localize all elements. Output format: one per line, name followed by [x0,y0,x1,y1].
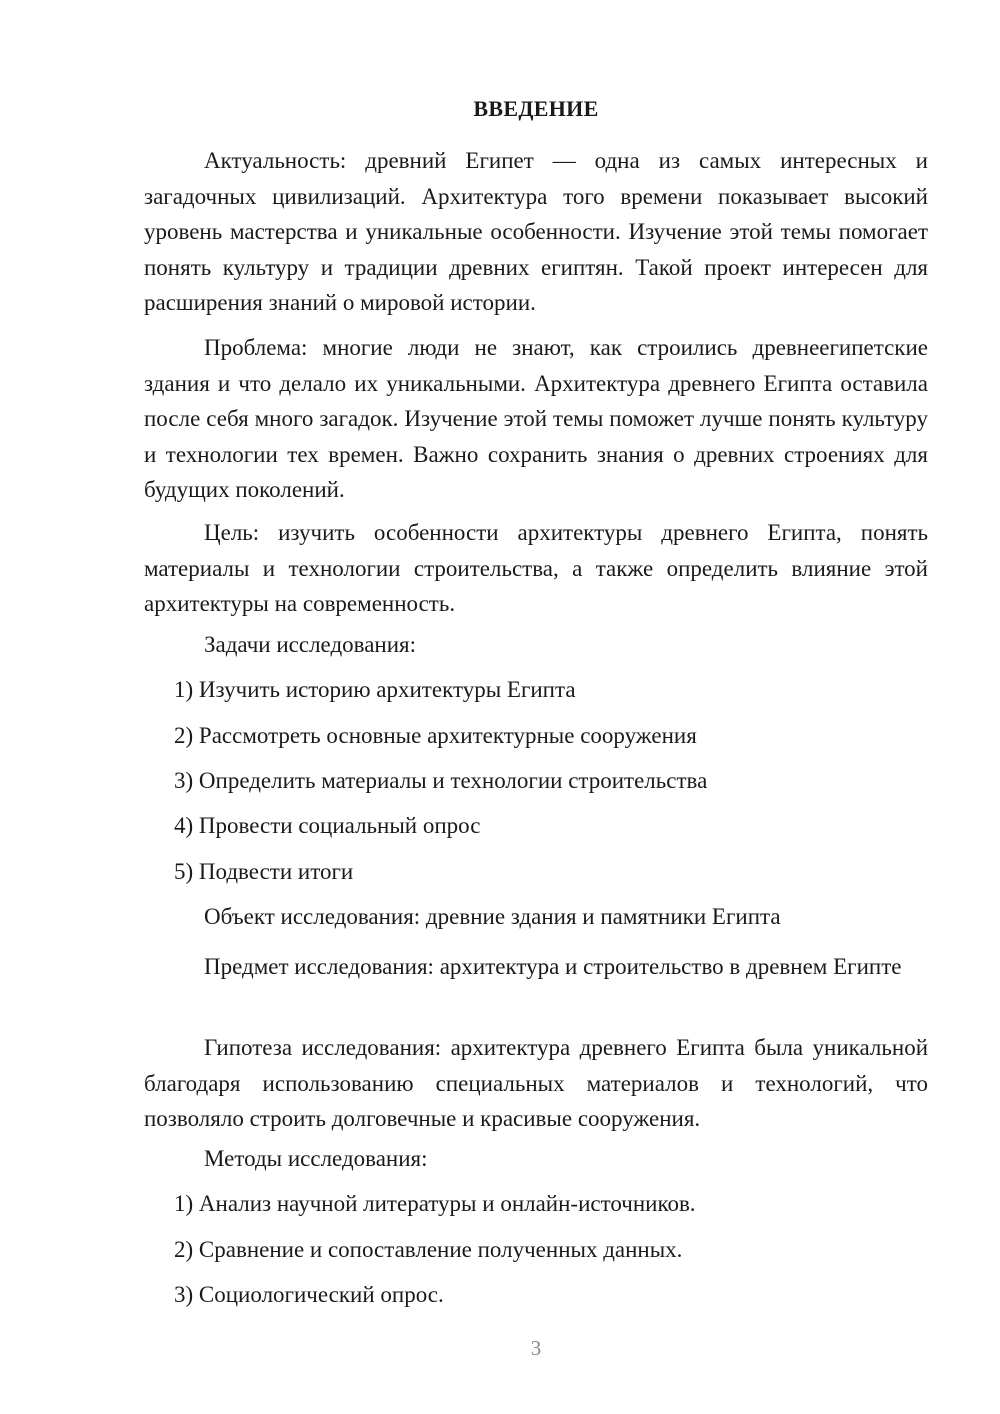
list-item: 4) Провести социальный опрос [174,813,481,838]
page-title: ВВЕДЕНИЕ [473,96,599,121]
list-item: 5) Подвести итоги [174,859,354,884]
list-item: 3) Определить материалы и технологии строительства [174,768,708,793]
list-item: 1) Изучить историю архитектуры Египта [174,677,576,702]
goal-paragraph: Цель: изучить особенности архитектуры древнего Египта, понять материалы и технологии строительства, а также определить влияние этой архитектуры на современность. [144,520,928,616]
list-item: 2) Сравнение и сопоставление полученных данных. [174,1237,683,1262]
hypothesis-paragraph: Гипотеза исследования: архитектура древнего Египта была уникальной благодаря использованию специальных материалов и технологий, что позволяло строить долговечные и красивые сооружения. [144,1035,928,1131]
tasks-heading: Задачи исследования: [204,632,417,657]
relevance-paragraph: Актуальность: древний Египет — одна из самых интересных и загадочных цивилизаций. Архитектура того времени показывает высокий уровень мастерства и уникальные особенности. Изучение этой темы помогает понять культуру и традиции древних египтян. Такой проект интересен для расширения знаний о мировой истории. [144,148,928,315]
list-item: 2) Рассмотреть основные архитектурные сооружения [174,723,697,748]
subject-paragraph: Предмет исследования: архитектура и строительство в древнем Египте [204,954,902,979]
page-number: 3 [530,1336,542,1360]
problem-paragraph: Проблема: многие люди не знают, как строились древнеегипетские здания и что делало их уникальными. Архитектура древнего Египта оставила после себя много загадок. Изучение этой темы поможет лучше понять культуру и технологии тех времен. Важно сохранить знания о древних строениях для будущих поколений. [144,335,928,502]
list-item: 1) Анализ научной литературы и онлайн-источников. [174,1191,696,1216]
object-paragraph: Объект исследования: древние здания и памятники Египта [204,904,781,929]
list-item: 3) Социологический опрос. [174,1282,444,1307]
methods-heading: Методы исследования: [204,1146,428,1171]
